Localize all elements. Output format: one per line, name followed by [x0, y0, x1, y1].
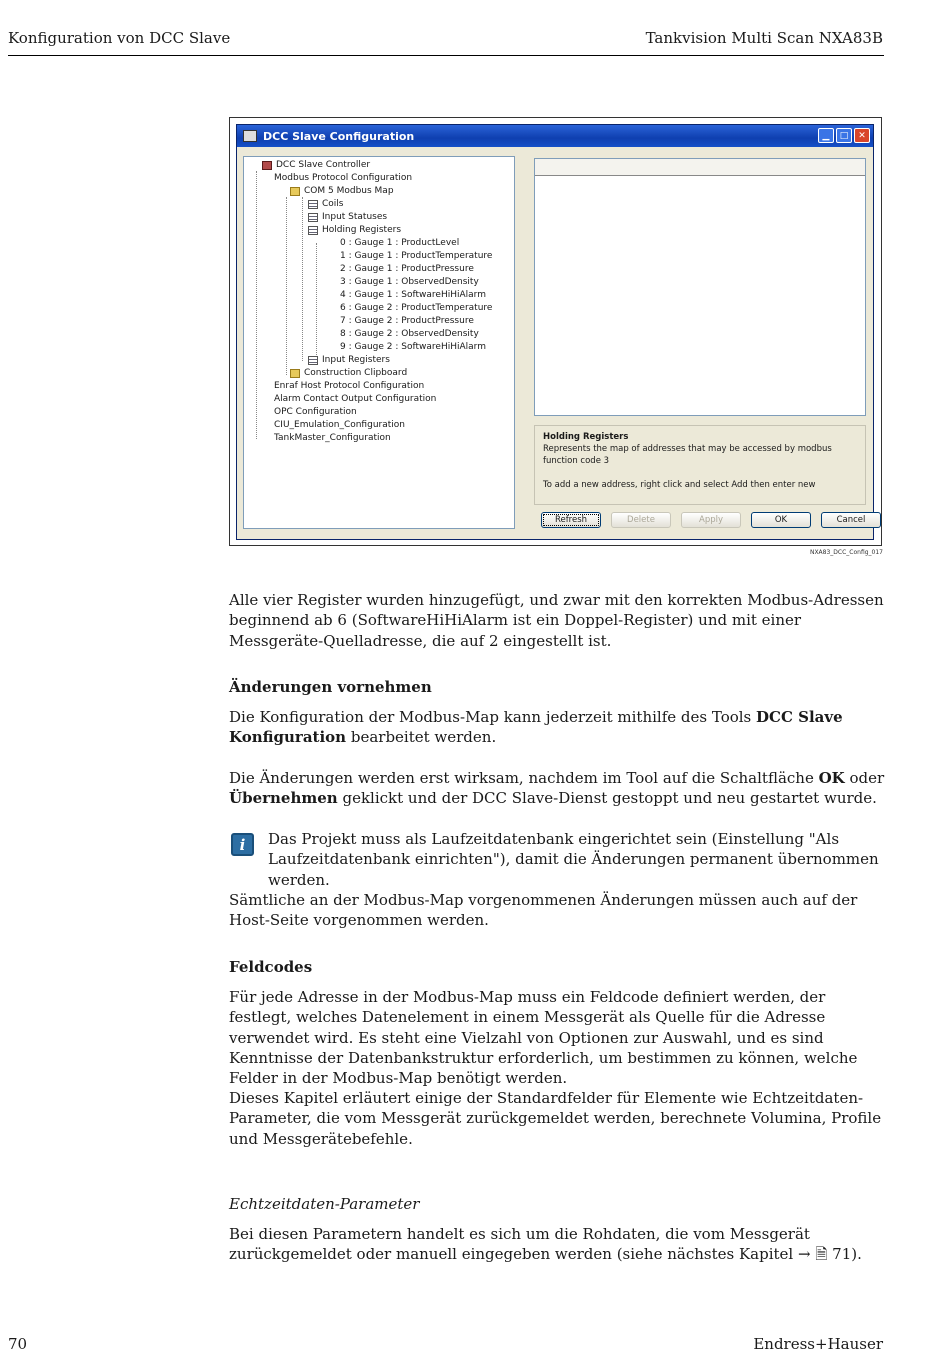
app-icon	[243, 130, 257, 142]
tree-item[interactable]: TankMaster_Configuration	[274, 433, 391, 443]
minimize-icon[interactable]: ▁	[818, 128, 834, 143]
footer-brand: Endress+Hauser	[753, 1335, 883, 1353]
window-titlebar	[237, 125, 873, 147]
refresh-button[interactable]: Refresh	[541, 512, 601, 528]
tree-item[interactable]: 0 : Gauge 1 : ProductLevel	[340, 238, 460, 248]
tree-item[interactable]: Alarm Contact Output Configuration	[274, 394, 437, 404]
tree-item[interactable]: 6 : Gauge 2 : ProductTemperature	[340, 303, 493, 313]
header-product: Tankvision Multi Scan NXA83B	[645, 29, 883, 47]
tree-item[interactable]: Modbus Protocol Configuration	[274, 173, 413, 183]
header-chapter: Konfiguration von DCC Slave	[8, 29, 231, 47]
details-list[interactable]	[534, 158, 866, 416]
close-icon[interactable]: ✕	[854, 128, 870, 143]
heading-changes: Änderungen vornehmen	[229, 678, 432, 696]
tree-item[interactable]: 7 : Gauge 2 : ProductPressure	[340, 316, 474, 326]
tree-item[interactable]: OPC Configuration	[274, 407, 357, 417]
dcc-config-window	[236, 124, 874, 540]
tree-item[interactable]: Enraf Host Protocol Configuration	[274, 381, 425, 391]
tree-item[interactable]: Construction Clipboard	[290, 367, 407, 379]
tree-item[interactable]: 1 : Gauge 1 : ProductTemperature	[340, 251, 493, 261]
info-icon: i	[231, 833, 254, 856]
maximize-icon[interactable]: □	[836, 128, 852, 143]
tree-item[interactable]: 3 : Gauge 1 : ObservedDensity	[340, 277, 479, 287]
note-text: Das Projekt muss als Laufzeitdatenbank eingerichtet sein (Einstellung "Als Laufzeitdatenbank einrichten"), damit die Änderungen permanent übernommen werden.	[268, 830, 879, 889]
tree-item[interactable]: 8 : Gauge 2 : ObservedDensity	[340, 329, 479, 339]
list-column-header[interactable]	[535, 159, 865, 176]
paragraph: Die Konfiguration der Modbus-Map kann jederzeit mithilfe des Tools DCC Slave Konfiguration bearbeitet werden.	[229, 708, 843, 747]
button-row	[541, 512, 881, 528]
figure-id: NXA83_DCC_Config_017	[809, 549, 883, 556]
tree-item[interactable]: 2 : Gauge 1 : ProductPressure	[340, 264, 474, 274]
info-title: Holding Registers	[543, 432, 629, 442]
tree-item[interactable]: Coils	[308, 198, 343, 210]
paragraph: Die Änderungen werden erst wirksam, nachdem im Tool auf die Schaltfläche OK oder Übernehmen geklickt und der DCC Slave-Dienst gestoppt und neu gestartet wurde.	[229, 769, 885, 808]
paragraph: Alle vier Register wurden hinzugefügt, und zwar mit den korrekten Modbus-Adressen beginnend ab 6 (SoftwareHiHiAlarm ist ein Doppel-Register) und mit einer Messgeräte-Quelladresse, die auf 2 eingestellt ist.	[229, 591, 884, 650]
tree-item[interactable]: COM 5 Modbus Map	[290, 185, 394, 197]
tree-item[interactable]: DCC Slave Controller	[262, 159, 370, 171]
page-number: 70	[8, 1335, 28, 1353]
delete-button[interactable]: Delete	[611, 512, 671, 528]
heading-field-codes: Feldcodes	[229, 958, 313, 976]
subheading-realtime: Echtzeitdaten-Parameter	[229, 1195, 420, 1213]
config-tree[interactable]	[243, 156, 515, 529]
info-description: Represents the map of addresses that may be accessed by modbus function code 3	[543, 444, 832, 466]
tree-item[interactable]: Input Statuses	[308, 211, 387, 223]
screenshot-figure	[229, 117, 882, 546]
window-controls	[818, 128, 870, 143]
tree-item[interactable]: 4 : Gauge 1 : SoftwareHiHiAlarm	[340, 290, 486, 300]
window-title: DCC Slave Configuration	[263, 129, 415, 143]
tree-item[interactable]: CIU_Emulation_Configuration	[274, 420, 405, 430]
apply-button[interactable]: Apply	[681, 512, 741, 528]
paragraph: Für jede Adresse in der Modbus-Map muss ein Feldcode definiert werden, der festlegt, welches Datenelement in einem Messgerät als Quelle für die Adresse verwendet wird. Es steht eine Vielzahl von Optionen zur Auswahl, und es sind Kenntnisse der Datenbankstruktur erforderlich, um bestimmen zu können, welche Felder in der Modbus-Map benötigt werden.	[229, 988, 858, 1088]
ok-button[interactable]: OK	[751, 512, 811, 528]
info-panel	[534, 425, 866, 505]
tree-item[interactable]: 9 : Gauge 2 : SoftwareHiHiAlarm	[340, 342, 486, 352]
paragraph: Bei diesen Parametern handelt es sich um die Rohdaten, die vom Messgerät zurückgemeldet oder manuell eingegeben werden (siehe nächstes Kapitel → 🗎 71).	[229, 1225, 862, 1264]
paragraph: Dieses Kapitel erläutert einige der Standardfelder für Elemente wie Echtzeitdaten-Parameter, die vom Messgerät zurückgemeldet werden, berechnete Volumina, Profile und Messgerätebefehle.	[229, 1089, 882, 1148]
paragraph: Sämtliche an der Modbus-Map vorgenommenen Änderungen müssen auch auf der Host-Seite vorgenommen werden.	[229, 891, 858, 930]
tree-item[interactable]: Holding Registers	[308, 224, 401, 236]
header-rule	[8, 55, 884, 56]
tree-item[interactable]: Input Registers	[308, 354, 390, 366]
cancel-button[interactable]: Cancel	[821, 512, 881, 528]
info-hint: To add a new address, right click and select Add then enter new	[543, 480, 816, 490]
